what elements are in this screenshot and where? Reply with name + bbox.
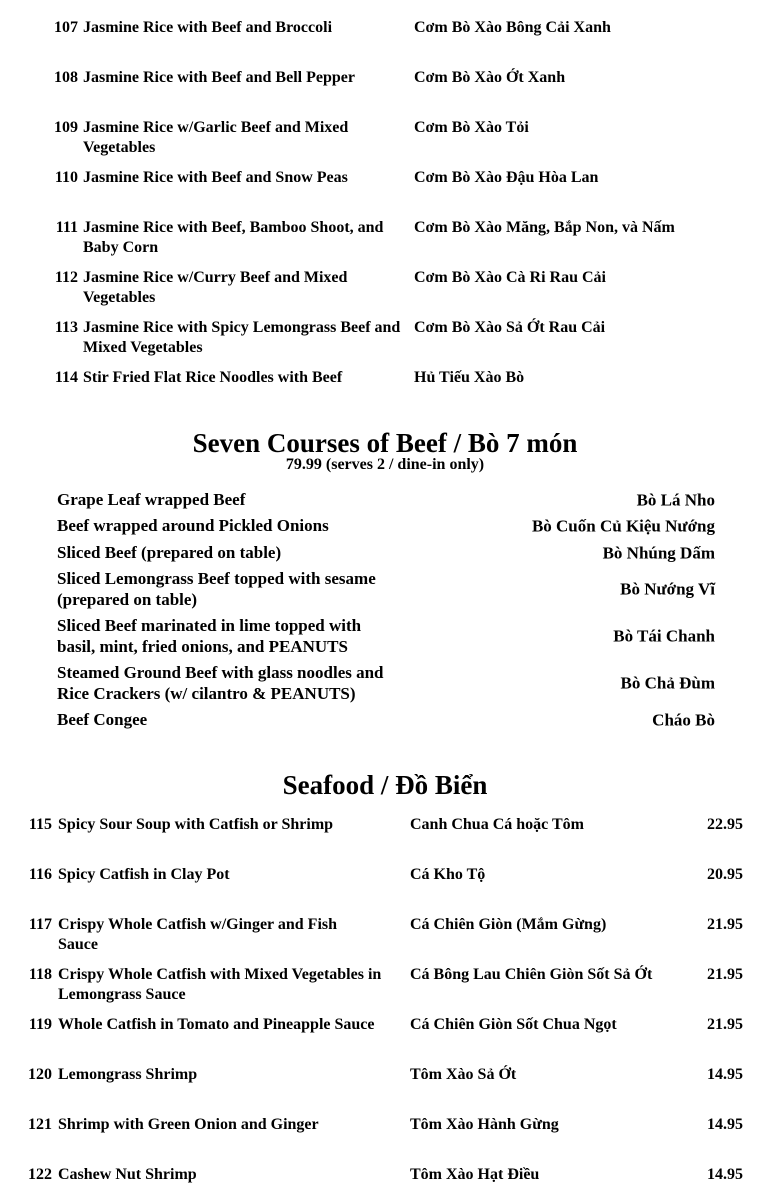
item-vietnamese-name: Cá Chiên Giòn Sốt Chua Ngọt — [410, 1016, 617, 1033]
course-item — [57, 542, 715, 563]
item-price: 21.95 — [707, 1016, 743, 1033]
item-english-name: Jasmine Rice with Beef, Bamboo Shoot, and Baby Corn — [83, 219, 384, 256]
course-item — [57, 515, 715, 536]
item-english-name: Spicy Sour Soup with Catfish or Shrimp — [58, 816, 334, 833]
item-english-name: Lemongrass Shrimp — [58, 1066, 198, 1083]
section-title: Seafood / Đồ Biển — [282, 770, 488, 800]
item-vietnamese-name: Cá Chiên Giòn (Mắm Gừng) — [410, 916, 607, 933]
item-number: 110 — [54, 169, 78, 186]
course-english-name: Sliced Beef (prepared on table) — [57, 543, 282, 562]
item-vietnamese-name: Tôm Xào Sả Ớt — [410, 1066, 517, 1083]
item-vietnamese-name: Cơm Bò Xào Đậu Hòa Lan — [414, 169, 599, 186]
item-price: 20.95 — [707, 866, 743, 883]
course-item — [57, 615, 715, 657]
course-english-name: Sliced Beef marinated in lime topped with basil, mint, fried onions, and PEANUTS — [57, 616, 362, 656]
item-english-name: Stir Fried Flat Rice Noodles with Beef — [83, 369, 343, 386]
item-number: 122 — [28, 1166, 52, 1183]
item-vietnamese-name: Cơm Bò Xào Măng, Bắp Non, và Nấm — [414, 219, 675, 236]
item-number: 112 — [54, 269, 78, 286]
item-vietnamese-name: Cơm Bò Xào Tỏi — [414, 119, 529, 136]
section-title: Seven Courses of Beef / Bò 7 món — [192, 428, 578, 458]
item-english-name: Spicy Catfish in Clay Pot — [58, 866, 230, 883]
item-vietnamese-name: Cá Bông Lau Chiên Giòn Sốt Sả Ớt — [410, 966, 653, 983]
course-vietnamese-name: Bò Cuốn Củ Kiệu Nướng — [531, 516, 715, 535]
item-vietnamese-name: Tôm Xào Hành Gừng — [410, 1116, 559, 1133]
item-number: 117 — [28, 916, 52, 933]
item-vietnamese-name: Cá Kho Tộ — [410, 866, 486, 883]
item-english-name: Jasmine Rice w/Curry Beef and Mixed Vegetables — [83, 269, 348, 306]
course-english-name: Beef Congee — [57, 710, 148, 729]
course-vietnamese-name: Bò Chả Đùm — [620, 673, 715, 693]
item-price: 22.95 — [707, 816, 743, 833]
item-english-name: Shrimp with Green Onion and Ginger — [58, 1116, 319, 1133]
item-english-name: Jasmine Rice with Spicy Lemongrass Beef and Mixed Vegetables — [83, 319, 401, 356]
course-vietnamese-name: Bò Nhúng Dấm — [602, 543, 715, 562]
item-english-name: Jasmine Rice with Beef and Broccoli — [83, 19, 333, 36]
course-item — [57, 568, 715, 610]
item-number: 116 — [28, 866, 52, 883]
item-number: 119 — [28, 1016, 52, 1033]
course-english-name: Steamed Ground Beef with glass noodles and Rice Crackers (w/ cilantro & PEANUTS) — [57, 663, 384, 703]
item-number: 109 — [54, 119, 78, 136]
course-english-name: Grape Leaf wrapped Beef — [57, 490, 246, 509]
item-number: 120 — [28, 1066, 52, 1083]
section-subtitle: 79.99 (serves 2 / dine-in only) — [285, 456, 485, 473]
course-item — [57, 709, 715, 730]
course-english-name: Beef wrapped around Pickled Onions — [57, 516, 329, 535]
item-price: 14.95 — [707, 1116, 743, 1133]
item-english-name: Jasmine Rice with Beef and Snow Peas — [83, 169, 348, 186]
item-vietnamese-name: Cơm Bò Xào Cà Ri Rau Cải — [414, 269, 606, 286]
item-price: 14.95 — [707, 1166, 743, 1183]
item-price: 21.95 — [707, 916, 743, 933]
item-number: 108 — [54, 69, 78, 86]
item-vietnamese-name: Canh Chua Cá hoặc Tôm — [410, 816, 584, 833]
course-vietnamese-name: Bò Nướng Vĩ — [620, 579, 715, 599]
item-english-name: Crispy Whole Catfish w/Ginger and Fish Sauce — [58, 916, 338, 953]
course-vietnamese-name: Cháo Bò — [652, 710, 715, 729]
item-english-name: Cashew Nut Shrimp — [58, 1166, 197, 1183]
course-item — [57, 489, 715, 510]
course-english-name: Sliced Lemongrass Beef topped with sesame (prepared on table) — [57, 569, 376, 609]
course-vietnamese-name: Bò Tái Chanh — [613, 626, 715, 646]
item-number: 111 — [55, 219, 78, 236]
item-price: 21.95 — [707, 966, 743, 983]
item-number: 114 — [54, 369, 78, 386]
item-number: 107 — [54, 19, 78, 36]
course-item — [57, 662, 715, 704]
item-english-name: Jasmine Rice w/Garlic Beef and Mixed Vegetables — [83, 119, 349, 156]
item-vietnamese-name: Hủ Tiếu Xào Bò — [414, 369, 525, 386]
item-price: 14.95 — [707, 1066, 743, 1083]
item-vietnamese-name: Cơm Bò Xào Sả Ớt Rau Cải — [414, 319, 606, 336]
item-vietnamese-name: Tôm Xào Hạt Điều — [410, 1166, 540, 1183]
item-number: 113 — [54, 319, 78, 336]
item-vietnamese-name: Cơm Bò Xào Ớt Xanh — [414, 69, 566, 86]
item-number: 118 — [28, 966, 52, 983]
item-number: 121 — [28, 1116, 52, 1133]
item-english-name: Crispy Whole Catfish with Mixed Vegetables in Lemongrass Sauce — [58, 966, 382, 1003]
item-english-name: Jasmine Rice with Beef and Bell Pepper — [83, 69, 355, 86]
item-english-name: Whole Catfish in Tomato and Pineapple Sauce — [58, 1016, 375, 1033]
item-number: 115 — [28, 816, 52, 833]
item-vietnamese-name: Cơm Bò Xào Bông Cải Xanh — [414, 19, 611, 36]
course-vietnamese-name: Bò Lá Nho — [636, 490, 715, 509]
